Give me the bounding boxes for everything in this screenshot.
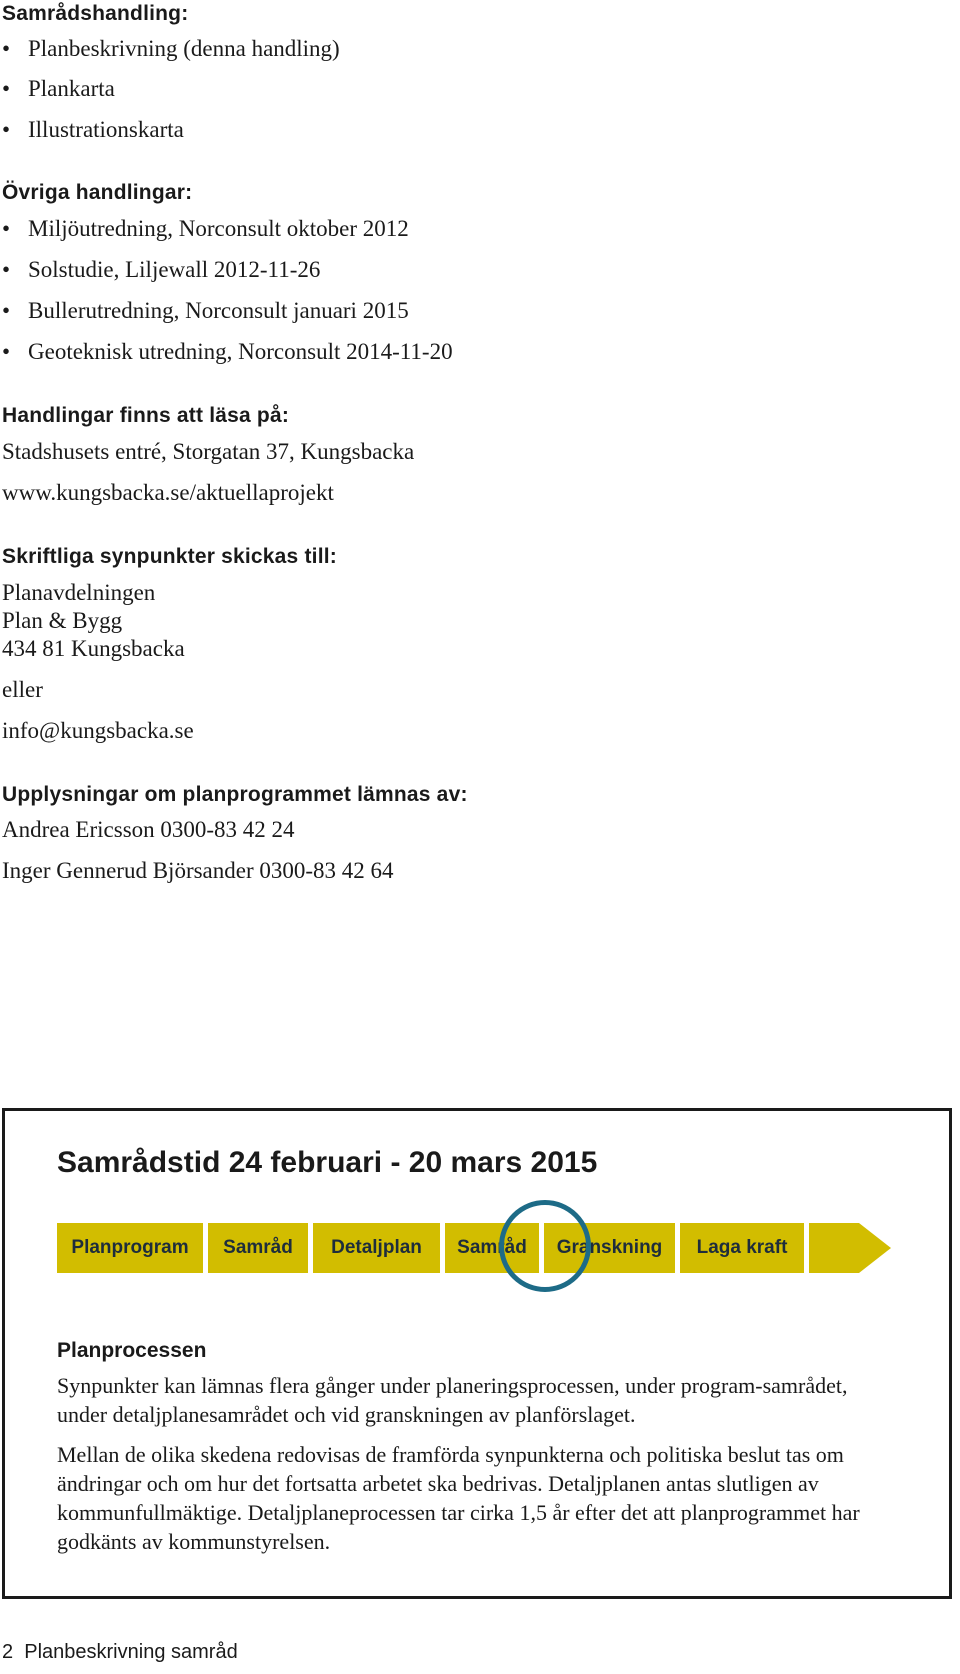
planprocessen-heading: Planprocessen <box>57 1339 207 1362</box>
or-text: eller <box>2 677 43 702</box>
process-step-samrad-1: Samråd <box>208 1223 308 1273</box>
samradshandling-heading: Samrådshandling: <box>2 2 189 25</box>
project-link[interactable]: www.kungsbacka.se/aktuellaprojekt <box>2 480 334 505</box>
process-paragraph-2: Mellan de olika skedena redovisas de framförda synpunkterna och politiska beslut tas om ändringar och om hur det fortsatta arbetet ska bedrivas. Detaljplanen antas slutligen av kommunfullmäktige. Detaljplaneprocessen tar cirka 1,5 år efter det att planprogrammet har godkänts av kommunstyrelsen. <box>57 1442 860 1554</box>
process-step-detaljplan: Detaljplan <box>313 1223 440 1273</box>
process-step-granskning: Granskning <box>544 1223 675 1273</box>
list-item: • Geoteknisk utredning, Norconsult 2014-11-20 <box>2 339 453 364</box>
process-paragraph-1: Synpunkter kan lämnas flera gånger under planeringsprocessen, under program-samrådet, under detaljplanesamrådet och vid granskningen av planförslaget. <box>57 1373 848 1427</box>
handlingar-heading: Handlingar finns att läsa på: <box>2 404 290 427</box>
page-footer <box>2 1641 238 1664</box>
list-item: • Bullerutredning, Norconsult januari 2015 <box>2 298 409 323</box>
current-step-ring <box>499 1200 591 1292</box>
footer-label: Planbeskrivning samråd <box>24 1641 238 1663</box>
consultation-period-title: Samrådstid 24 februari - 20 mars 2015 <box>57 1146 598 1179</box>
list-item: • Illustrationskarta <box>2 117 184 142</box>
recipient-line: 434 81 Kungsbacka <box>2 636 185 661</box>
process-step-laga-kraft: Laga kraft <box>680 1223 804 1273</box>
ovriga-heading: Övriga handlingar: <box>2 181 193 204</box>
email-link[interactable]: info@kungsbacka.se <box>2 718 194 743</box>
process-step-samrad-2: Samråd <box>445 1223 539 1273</box>
synpunkter-heading: Skriftliga synpunkter skickas till: <box>2 545 337 568</box>
recipient-line: Planavdelningen <box>2 580 156 605</box>
process-steps <box>57 1223 897 1273</box>
recipient-line: Plan & Bygg <box>2 608 123 633</box>
process-arrow-tail <box>809 1223 859 1273</box>
process-arrow-head <box>859 1223 891 1273</box>
contact-line: Inger Gennerud Björsander 0300-83 42 64 <box>2 858 394 883</box>
address-text: Stadshusets entré, Storgatan 37, Kungsbacka <box>2 439 415 464</box>
list-item: • Miljöutredning, Norconsult oktober 2012 <box>2 216 409 241</box>
page-number: 2 <box>2 1641 14 1663</box>
process-step-planprogram: Planprogram <box>57 1223 203 1273</box>
list-item: • Plankarta <box>2 76 115 101</box>
contact-line: Andrea Ericsson 0300-83 42 24 <box>2 817 295 842</box>
list-item: • Solstudie, Liljewall 2012-11-26 <box>2 257 321 282</box>
list-item: • Planbeskrivning (denna handling) <box>2 36 340 61</box>
upplysningar-heading: Upplysningar om planprogrammet lämnas av: <box>2 783 468 806</box>
consultation-box <box>2 1108 952 1599</box>
